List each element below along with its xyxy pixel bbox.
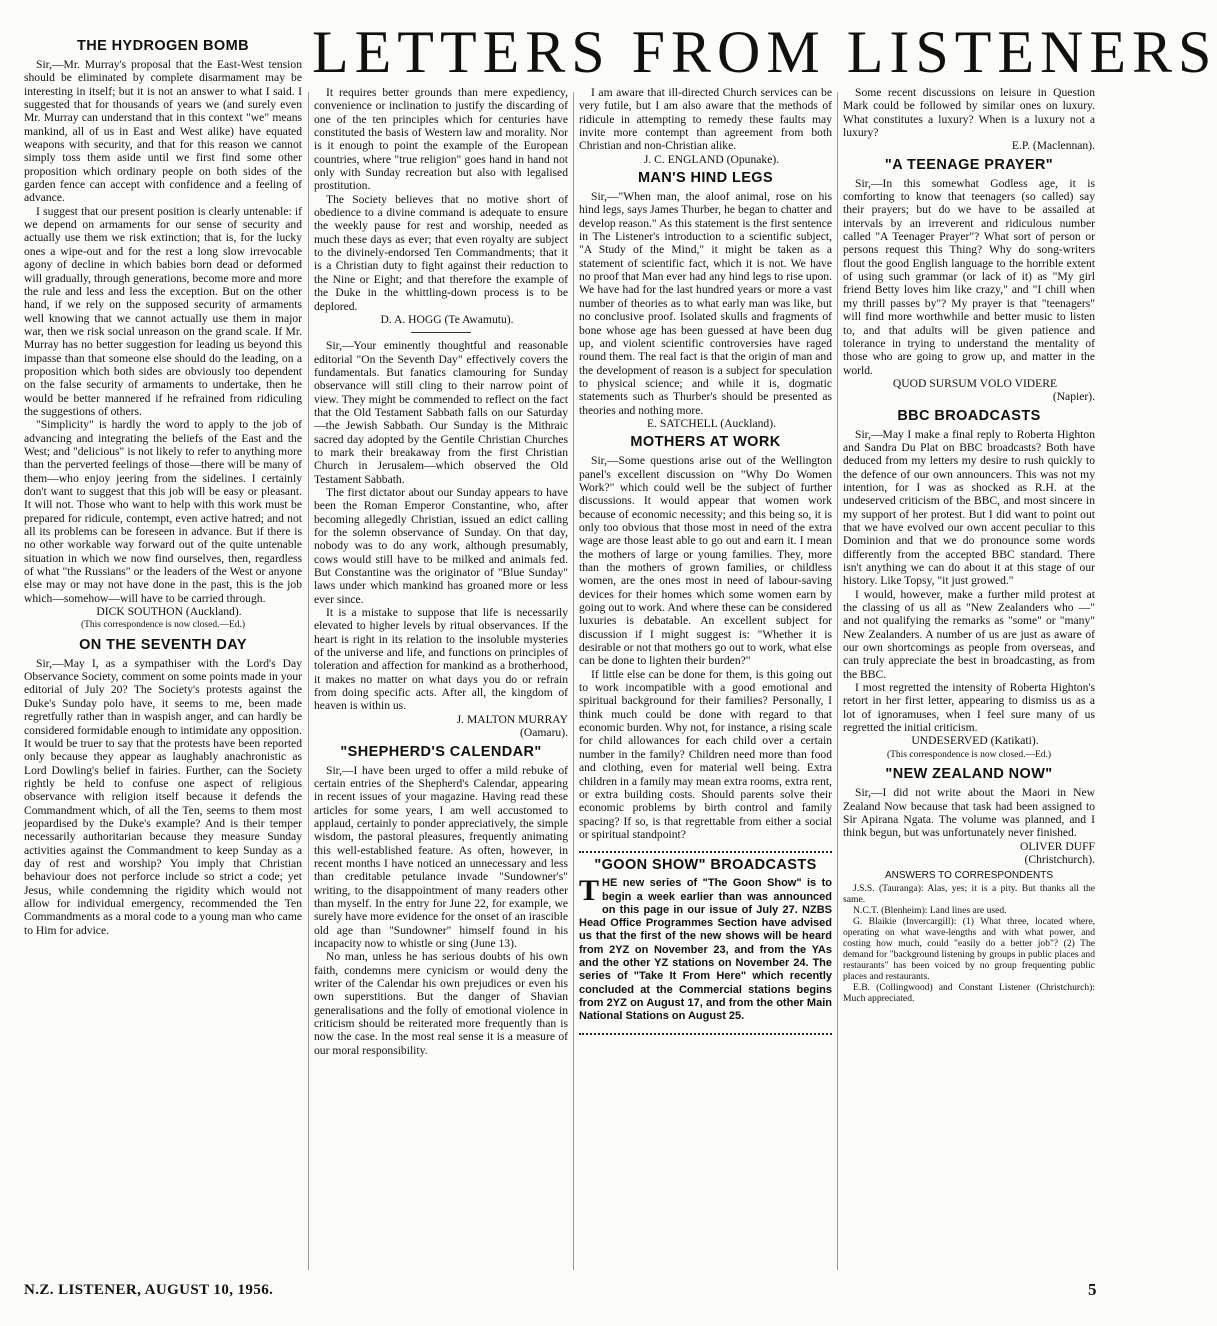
column-rule: [308, 92, 309, 1270]
letter-paragraph: It is a mistake to suppose that life is necessarily elevated to higher levels by ritual observances. If the heart is right in its relation to the insoluble mysteries of the universe and life, and functions on principles of toleration and affection for mankind as a brotherhood, it makes no matter on what days you do or refrain from doing specific acts. After all, the kingdom of heaven is within us.: [314, 606, 568, 713]
letter-signature: QUOD SURSUM VOLO VIDERE: [892, 376, 1058, 390]
letter-paragraph: "Simplicity" is hardly the word to apply to the job of advancing and integrating the beliefs of the East and the West; and "delicious" is not likely to refer to anything more than the perverted feelings of those—there will be many of them—who enjoy jeering from the sidelines. I certainly don't want to suggest that this job will be easy or pleasant. It will not. Those who want to help with this work must be prepared for ridicule, contempt, even active hatred; and not all its problems can be foreseen in advance. But if there is no other workable way forward out of the quite untenable situation in which we now find ourselves, then, regardless of what "the Russians" or the leaders of the West or anyone else may or may not have done in the past, this is the job which—somehow—will have to be carried through.: [24, 418, 302, 605]
letter-paragraph: If little else can be done for them, is this going out to work incompatible with a good emotional and spiritual background for their families? Personally, I think much could be done with regard to that economic burden. Why not, for instance, a rising scale for child allowances for each child over a certain number in the family? Children need more than food and clothing, even for material well being. Extra children in a family may mean extra rooms, extra rent, or extra building costs. Should parents solve their economic problems by birth control and family spacing? If so, is that regrettable from either a social or spiritual standpoint?: [579, 667, 832, 841]
letter-paragraph: Sir,—I did not write about the Maori in New Zealand Now because that task had been assigned to Sir Apirana Ngata. The volume was planned, and I think begun, but was unfortunately never finished.: [843, 786, 1095, 840]
letter-paragraph: Sir,—Mr. Murray's proposal that the East-West tension should be eliminated by complete disarmament may be interesting in itself; but it is not an answer to what I said. I suggested that for thousands of years we (and surely even Mr. Murray can understand that in this context "we" means mankind, all of us in East and West alike) have equated weapons with security, and that for this reason we cannot simply toss them aside until we first find some other proposition which ordinary people on both sides of the garden fence can accept with confidence and a feeling of advance.: [24, 58, 302, 205]
column-3: [579, 86, 832, 1274]
letter-signature: D. A. HOGG (Te Awamutu).: [380, 312, 514, 326]
letter-signature: E. SATCHELL (Auckland).: [646, 416, 776, 430]
letter-signature: OLIVER DUFF: [1019, 839, 1095, 853]
nz-now-heading: "NEW ZEALAND NOW": [885, 766, 1053, 783]
letter-paragraph: I most regretted the intensity of Roberta Highton's retort in her first letter, appearing to dismiss us as a lot of ignoramuses, when I feel sure many of us regretted the initial criticism.: [843, 681, 1095, 735]
hydrogen-bomb-heading: THE HYDROGEN BOMB: [77, 38, 249, 54]
letter-paragraph: I am aware that ill-directed Church services can be very futile, but I am also aware that the methods of ridicule in attempting to remedy these faults may invite more contempt than agreement from both Christian and non-Christian alike.: [579, 86, 832, 153]
letter-paragraph: I would, however, make a further mild protest at the classing of us all as "New Zealanders who —" and not qualifying the remarks as "some" or "many" New Zealanders. A number of us are just as aware of our own shortcomings as people from overseas, and can truly appreciate the best in broadcasting, as from the BBC.: [843, 587, 1095, 681]
letter-signature: J. C. ENGLAND (Opunake).: [643, 152, 780, 166]
column-rule: [837, 92, 838, 1270]
column-1: [24, 34, 302, 1274]
answer-item: J.S.S. (Tauranga): Alas, yes; it is a pity. But thanks all the same.: [843, 883, 1095, 906]
drop-cap: T: [579, 874, 600, 908]
letter-paragraph: Sir,—Your eminently thoughtful and reasonable editorial "On the Seventh Day" effectively covers the fundamentals. But fanatics clamouring for Sunday observance will still cling to their narrow point of view. They might be commended to reflect on the fact that the Old Testament Sabbath falls on our Saturday—the Jewish Sabbath. Our Sunday is the Mithraic sacred day adopted by the Gentile Christian Churches to mark their breakaway from the first Christian Church in Jerusalem—which observed the Old Testament Sabbath.: [314, 339, 568, 486]
goon-show-text: HE new series of "The Goon Show" is to begin a week earlier than was announced on this page in our issue of July 27. NZBS Head Office Programmes Section have advised us that the first of the new shows will be heard from 2YZ on November 23, and from the YAs and the other YZ stations on November 24. The series of "Take It From Here" which recently concluded at the Commercial stations begins from 2YZ on August 17, and from the other Main National Stations on August 25.: [579, 877, 832, 1023]
footer-issue-line: N.Z. LISTENER, AUGUST 10, 1956.: [24, 1282, 274, 1298]
letter-paragraph: Sir,—Some questions arise out of the Wellington panel's excellent discussion on "Why Do Women Work?" which could well be the subject of further discussions. It would appear that women work because of economic necessity; and this being so, it is only too obvious that those most in need of the extra wage are those least able to go out and earn it. I mean the mothers of large or young families. They, more than the mothers of grown families, or childless women, are the ones most in need of labour-saving devices for their homes which some women earn by going out to work. And where these can be considered luxuries is debatable. An excellent subject for discussion if I might suggest is: "Whether it is desirable or not that mothers go out to work, what else can be done to lighten their burden?": [579, 454, 832, 668]
letter-signature-place: (Oamaru).: [520, 726, 568, 740]
editor-note: (This correspondence is now closed.—Ed.): [80, 620, 246, 631]
seventh-day-heading: ON THE SEVENTH DAY: [79, 636, 247, 653]
page-number: 5: [1088, 1280, 1097, 1299]
letter-signature-place: (Christchurch).: [1024, 852, 1095, 866]
goon-show-heading: "GOON SHOW" BROADCASTS: [594, 857, 817, 874]
letter-paragraph: I suggest that our present position is clearly untenable: if we depend on armaments for our sense of security and actually use them we risk extinction; that is, for the lucky ones a wipe-out and for the rest a long slow irrevocable agony of decline in which babies born dead or deformed will gradually, through generations, become more and more the rule and less and less the exception. But on the other hand, if we rely on the supposed security of armaments well knowing that we cannot actually use them in major war, then we risk social unreason on the grand scale. If Mr. Murray has no better suggestion for leading us beyond this impasse than that someone else should do the leading, on a proposition which both sides are obviously too dependent on the false security of armaments to undertake, then he would be better mannered if he refrained from ridiculing the suggestions of others.: [24, 204, 302, 418]
letter-paragraph: Some recent discussions on leisure in Question Mark could be followed by similar ones on luxury. What constitutes a luxury? When is a luxury not a luxury?: [843, 86, 1095, 140]
answer-item: N.C.T. (Blenheim): Land lines are used.: [853, 905, 1007, 917]
column-4: [843, 86, 1095, 1274]
letter-paragraph: Sir,—May I, as a sympathiser with the Lord's Day Observance Society, comment on some points made in your editorial of July 20? The Society's protests against the Duke's Sunday polo have, it seems to me, been made regretfully rather than in waspish anger, and can hardly be considered formidable enough to intimidate any opposition. It would be truer to say that the protests have been reported only because they appear as laughably anachronistic as Lord Dowling's belief in fairies. Further, can the Society rightly be held to confuse one aspect of religious observance with religion itself because it defends the Commandment which, of all the Ten, seems to them most jeopardised by the Duke's example? And is their temper necessarily authoritarian because they measure Sunday activities against the Commandment to keep Sunday as a day of rest and worship? You imply that Christian behaviour does not perforce include so strict a code; yet Jesus, while condemning the rigidity which would not allow for individual emergency, recommended the Ten Commandments as a moral code to a young man who came to Him for advice.: [24, 656, 302, 937]
goon-show-notice: [579, 874, 832, 1023]
box-border-bottom: [579, 1027, 832, 1035]
editor-note: (This correspondence is now closed.—Ed.): [886, 749, 1052, 760]
letter-signature: J. MALTON MURRAY: [456, 712, 568, 726]
letter-signature-place: (Napier).: [1052, 390, 1095, 404]
box-border-top: [579, 845, 832, 853]
letter-signature: DICK SOUTHON (Auckland).: [96, 605, 242, 619]
answers-section: [843, 870, 1095, 1004]
letter-paragraph: Sir,—May I make a final reply to Roberta Highton and Sandra Du Plat on BBC broadcasts? Both have deduced from my letters my desire to rush quickly to the defence of our own announcers. This was not my intention, for I was as shocked as R.H. at the undeserved criticism of the BBC, and most sincere in my support of her protest. But I did want to point out that we have evolved our own accent peculiar to this Dominion and that we do pronounce some words differently from the accepted BBC standard. There isn't anything we can do about it at this stage of our history. Like Topsy, "it just growed.": [843, 427, 1095, 588]
answers-heading: ANSWERS TO CORRESPONDENTS: [885, 870, 1053, 882]
hind-legs-heading: MAN'S HIND LEGS: [637, 170, 774, 187]
letter-paragraph: Sir,—In this somewhat Godless age, it is comforting to know that teenagers (so called) say their prayers; but do we have to be assailed at intervals by an irreverent and ridiculous number called "A Teenager Prayer"? What sort of person or persons request this Thing? Why do song-writers flout the good English language to the horrible extent of using such grammar (or lack of it) as "My girl friend Betty loves him like crazy," and "I chill when my thrill passes by"? My prayer is that "teenagers" will find more worthwhile and better music to listen to, and that adults will be given patience and tolerance in trying to understand the mentality of those who are going to grow up, and matter in the world.: [843, 176, 1095, 377]
separator-rule: [411, 332, 471, 333]
column-rule: [573, 92, 574, 1270]
letter-paragraph: The first dictator about our Sunday appears to have been the Roman Emperor Constantine, who, after becoming allegedly Christian, issued an edict calling for the solemn observance of Sunday. On that day, nobody was to do any work, although presumably, cows would still have to be milked and animals fed. But Constantine was the originator of "Blue Sunday" laws under which mankind has groaned more or less ever since.: [314, 485, 568, 606]
letter-paragraph: Sir,—I have been urged to offer a mild rebuke of certain entries of the Shepherd's Calendar, appearing in recent issues of your magazine. Having read these articles for some years, I am well accustomed to applaud, certainly to ponder appreciatively, the simple wisdom, the pastoral pleasures, frequently animating this well-established feature. As often, however, in recent months I have noticed an unnecessary and less than creditable petulance invade "Sundowner's" writing, to the disappointment of many readers other than myself. In the entry for June 22, for example, we surely have more evidence for the onset of an irascible old age than "Sundowner" himself found in his incapacity now to whistle or sing (June 13).: [314, 763, 568, 950]
shepherds-calendar-heading: "SHEPHERD'S CALENDAR": [340, 743, 542, 760]
letter-paragraph: Sir,—"When man, the aloof animal, rose on his hind legs, says James Thurber, he began to chatter and develop reason." As this statement is the first sentence in The Listener's introduction to a scientific subject, "A Study of the Mind," it might be taken as a statement of scientific fact, which it is not. We have no proof that Man ever had any hind legs to rise upon. We have had for the last hundred years or more a vast number of theories as to what early man was like, but no conclusive proof. Isolated skulls and fragments of bone whose age has been guessed at have been dug up, and violent scientific controversies have raged round them. The real fact is that the origin of man and the development of reason is a subject for speculation to physical science; and while it is, dogmatic statements such as Thurber's should be presented as theories and nothing more.: [579, 190, 832, 417]
letter-paragraph: No man, unless he has serious doubts of his own faith, condemns mere cynicism or would deny the writer of the Calendar his own prejudices or even his own superstitions. But the danger of Shavian generalisations and the folly of emotional violence in criticism should be reiterated more frequently than is now the case. In the most real sense it is a measure of our moral responsibility.: [314, 950, 568, 1057]
letter-paragraph: The Society believes that no motive short of obedience to a divine command is adequate to ensure the weekly pause for rest and worship, needed as much these days as ever; that even royalty are subject to the divinely-endorsed Ten Commandments; that it is a Christian duty to fight against their reduction to the Nine or Eight; and that therefore the example of the Duke in the whittling-down process is to be deplored.: [314, 192, 568, 313]
bbc-heading: BBC BROADCASTS: [897, 407, 1041, 424]
letter-paragraph: It requires better grounds than mere expediency, convenience or inclination to justify the discarding of one of the ten principles which for centuries have constituted the basis of Western law and morality. Nor is it enough to point the example of the European countries, where "true religion" goes hand in hand not only with Sunday recreation but also with legalised prostitution.: [314, 86, 568, 193]
column-2: [314, 86, 568, 1274]
answer-item: E.B. (Collingwood) and Constant Listener (Christchurch): Much appreciated.: [843, 982, 1095, 1005]
mothers-heading: MOTHERS AT WORK: [630, 434, 781, 451]
teenage-prayer-heading: "A TEENAGE PRAYER": [884, 156, 1054, 173]
letter-signature: E.P. (Maclennan).: [1011, 139, 1095, 153]
answer-item: G. Blaikie (Invercargill): (1) What three, located where, operating on what wave-lengths and with what power, and costing how much, could "easily do a better job"? (2) The demand for "background listening by groups in public places and restaurants" has been voiced by no group frequenting public places and restaurants.: [843, 916, 1095, 983]
page-banner: LETTERS FROM LISTENERS: [312, 19, 1217, 85]
letter-signature: UNDESERVED (Katikati).: [911, 734, 1039, 748]
